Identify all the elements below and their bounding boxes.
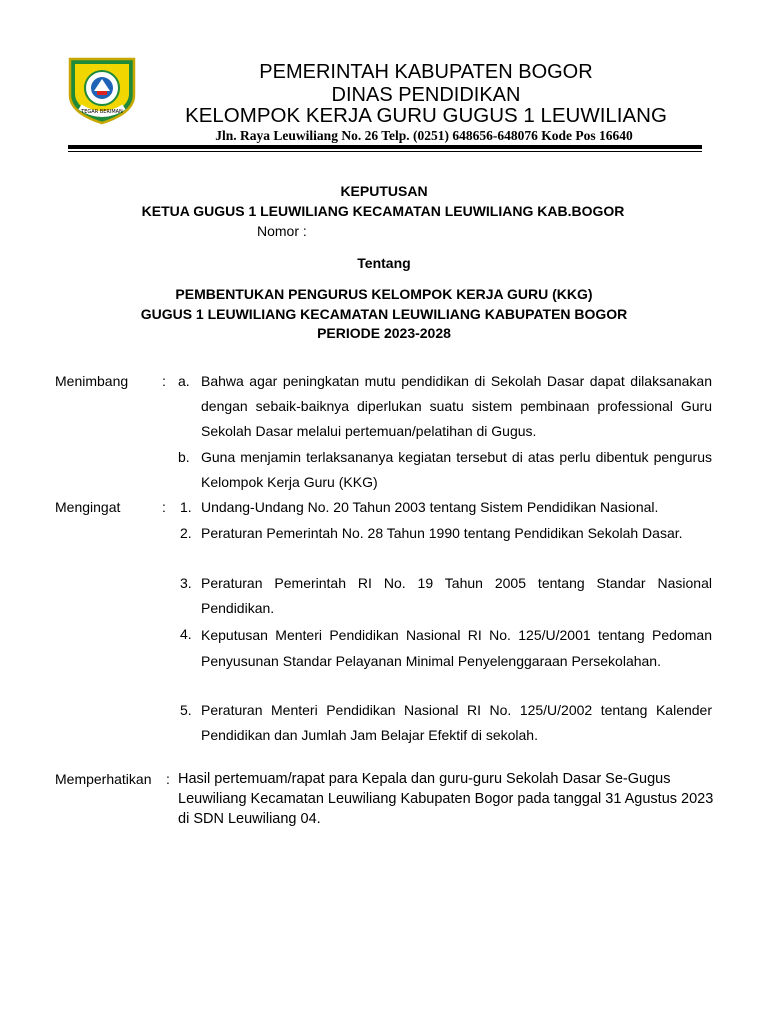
mengingat-item-2: Peraturan Pemerintah No. 28 Tahun 1990 tentang Pendidikan Sekolah Dasar. [201,525,683,541]
mengingat-mark-1: 1. [180,499,192,515]
menimbang-colon: : [162,373,166,389]
mengingat-label: Mengingat [55,499,121,515]
mengingat-mark-4: 4. [180,626,192,642]
kabupaten-bogor-logo-icon [66,55,138,125]
memperhatikan-label: Memperhatikan [55,771,152,787]
menimbang-item-a: Bahwa agar peningkatan mutu pendidikan di Sekolah Dasar dapat dilaksanakan dengan sebaik-baiknya diperlukan suatu sistem pembinaan professional Guru Sekolah Dasar melalui pertemuan/pelatihan di Gugus. [201,373,712,439]
menimbang-item-b: Guna menjamin terlaksananya kegiatan tersebut di atas perlu dibentuk pengurus Kelompok Kerja Guru (KKG) [201,449,712,490]
subject-period: PERIODE 2023-2028 [317,325,451,341]
mengingat-item-1: Undang-Undang No. 20 Tahun 2003 tentang Sistem Pendidikan Nasional. [201,499,659,515]
tentang-heading: Tentang [357,255,411,271]
mengingat-colon: : [162,499,166,515]
mengingat-item-4: Keputusan Menteri Pendidikan Nasional RI No. 125/U/2001 tentang Pedoman Penyusunan Standar Pelayanan Minimal Penyelenggaraan Persekolahan. [201,627,712,669]
issuer-title: KETUA GUGUS 1 LEUWILIANG KECAMATAN LEUWILIANG KAB.BOGOR [141,203,625,219]
header-address: Jln. Raya Leuwiliang No. 26 Telp. (0251) 648656-648076 Kode Pos 16640 [215,128,633,143]
menimbang-mark-a: a. [178,373,190,389]
menimbang-mark-b: b. [178,449,190,465]
header-divider-thin [68,151,702,152]
header-organization: KELOMPOK KERJA GURU GUGUS 1 LEUWILIANG [185,104,667,127]
mengingat-item-5: Peraturan Menteri Pendidikan Nasional RI No. 125/U/2002 tentang Kalender Pendidikan dan Jumlah Jam Belajar Efektif di sekolah. [201,702,712,743]
memperhatikan-text: Hasil pertemuam/rapat para Kepala dan guru-guru Sekolah Dasar Se-Gugus Leuwiliang Kecamatan Leuwiliang Kabupaten Bogor pada tanggal 31 Agustus 2023 di SDN Leuwiliang 04. [178,771,714,827]
subject-line-2: GUGUS 1 LEUWILIANG KECAMATAN LEUWILIANG KABUPATEN BOGOR [140,306,628,322]
header-government: PEMERINTAH KABUPATEN BOGOR [259,61,593,83]
document-number: Nomor : [257,223,307,239]
subject-line-1: PEMBENTUKAN PENGURUS KELOMPOK KERJA GURU (KKG) [175,286,593,302]
mengingat-mark-3: 3. [180,575,192,591]
header-department: DINAS PENDIDIKAN [331,84,521,106]
mengingat-item-3: Peraturan Pemerintah RI No. 19 Tahun 2005 tentang Standar Nasional Pendidikan. [201,575,712,616]
memperhatikan-colon: : [166,771,170,787]
menimbang-label: Menimbang [55,373,129,389]
header-divider-thick [68,145,702,149]
mengingat-mark-2: 2. [180,525,192,541]
doc-type-title: KEPUTUSAN [340,183,428,199]
logo-motto: TEGAR BERIMAN [81,109,123,115]
mengingat-mark-5: 5. [180,702,192,718]
